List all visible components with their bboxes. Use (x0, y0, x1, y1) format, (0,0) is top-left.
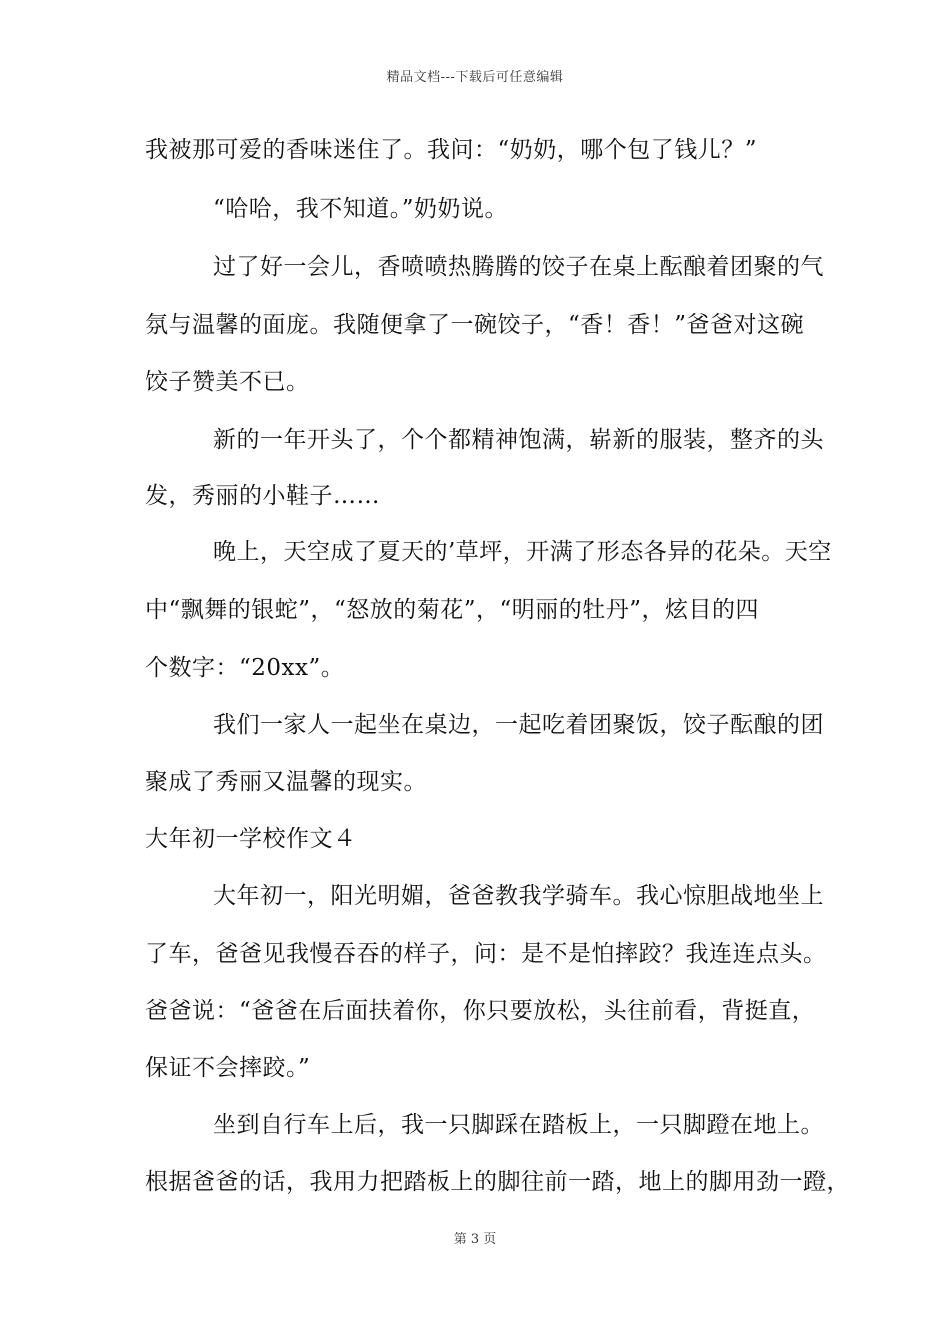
text-line: 聚成了秀丽又温馨的现实。 (145, 769, 427, 795)
text-line: 我被那可爱的香味迷住了。我问：“奶奶，哪个包了钱儿？” (145, 137, 758, 163)
text-line: 饺子赞美不已。 (145, 369, 310, 395)
text-line: 晚上，天空成了夏天的’草坪，开满了形态各异的花朵。天空 (213, 539, 832, 565)
text-line: 了车，爸爸见我慢吞吞的样子，问：是不是怕摔跤？我连连点头。 (145, 941, 827, 967)
text-line: 根据爸爸的话，我用力把踏板上的脚往前一踏，地上的脚用劲一蹬， (145, 1169, 850, 1195)
page-number: 第 3 页 (453, 1232, 497, 1247)
text-line: 保证不会摔跤。” (145, 1055, 311, 1081)
text-line: 中“飘舞的银蛇”，“怒放的菊花”，“明丽的牡丹”，炫目的四 (145, 597, 760, 623)
page-header: 精品文档---下载后可任意编辑 (386, 70, 564, 85)
text-line: 过了好一会儿，香喷喷热腾腾的饺子在桌上酝酿着团聚的气 (213, 254, 824, 280)
text-line: 我们一家人一起坐在桌边，一起吃着团聚饭，饺子酝酿的团 (213, 712, 824, 738)
section-heading: 大年初一学校作文４ (145, 826, 357, 852)
text-line: 爸爸说：“爸爸在后面扶着你，你只要放松，头往前看，背挺直， (145, 998, 816, 1024)
text-line: 新的一年开头了，个个都精神饱满，崭新的服装，整齐的头 (213, 427, 824, 453)
text-line: “哈哈，我不知道。”奶奶说。 (213, 196, 509, 222)
text-line: 大年初一，阳光明媚，爸爸教我学骑车。我心惊胆战地坐上 (213, 883, 824, 909)
text-line: 个数字：“20xx”。 (145, 655, 345, 681)
text-line: 氛与温馨的面庞。我随便拿了一碗饺子，“香！香！”爸爸对这碗 (145, 312, 805, 338)
text-line: 坐到自行车上后，我一只脚踩在踏板上，一只脚蹬在地上。 (213, 1112, 824, 1138)
text-line: 发，秀丽的小鞋子…… (145, 483, 380, 509)
